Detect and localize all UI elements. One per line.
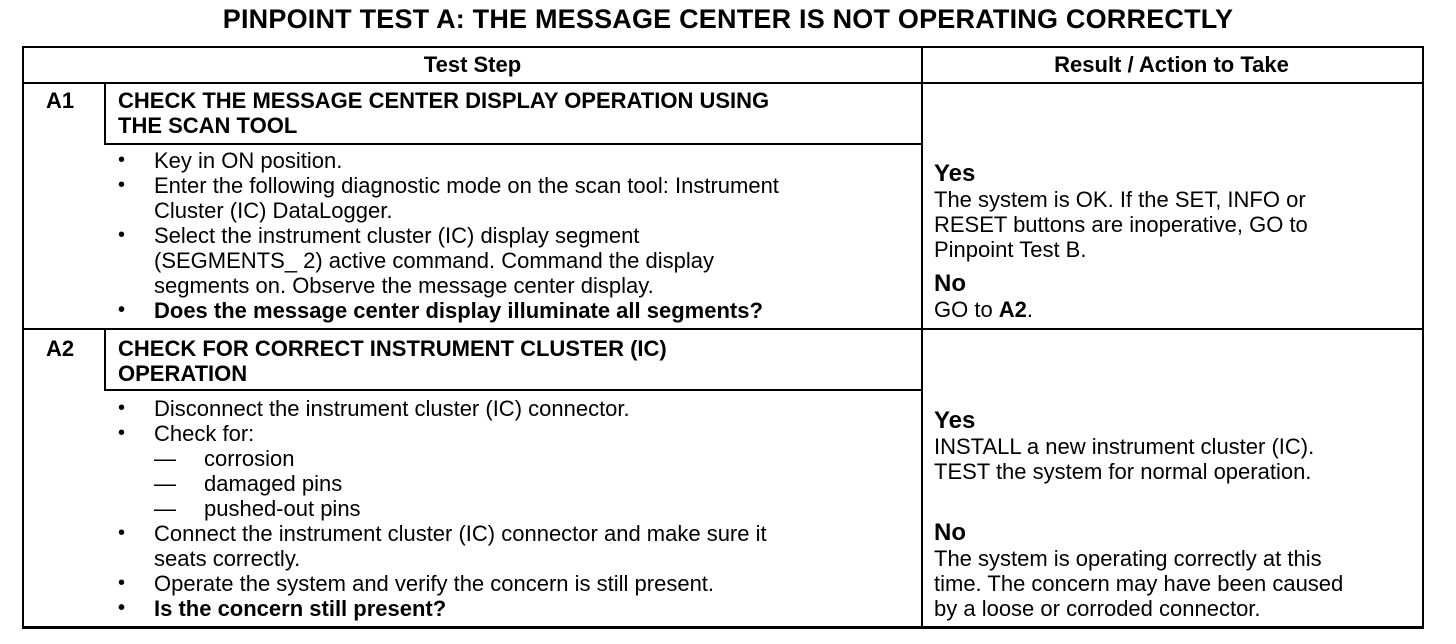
list-item: • Enter the following diagnostic mode on the scan tool: Instrument bbox=[118, 173, 779, 198]
row-divider-a2 bbox=[22, 328, 1422, 330]
list-item-question: • Does the message center display illuminate all segments? bbox=[118, 298, 763, 323]
a2-title-divider bbox=[104, 389, 921, 391]
header-test-step: Test Step bbox=[423, 52, 522, 77]
yes-label-a1: Yes bbox=[934, 160, 976, 187]
step-title-a2-line2: OPERATION bbox=[118, 361, 248, 386]
bullet-icon: • bbox=[118, 224, 126, 246]
step-title-a2-line1: CHECK FOR CORRECT INSTRUMENT CLUSTER (IC) bbox=[118, 336, 667, 361]
yes-text-a2-line1: INSTALL a new instrument cluster (IC). bbox=[934, 434, 1315, 459]
table-bottom-rule bbox=[22, 626, 1424, 629]
a2-id-divider bbox=[104, 328, 106, 390]
bullet-icon: • bbox=[118, 149, 126, 171]
list-item: (SEGMENTS_ 2) active command. Command the display bbox=[154, 248, 714, 273]
list-item: seats correctly. bbox=[154, 546, 301, 571]
step-id-a2: A2 bbox=[46, 336, 75, 361]
bullet-icon: • bbox=[118, 572, 126, 594]
no-text-a2-line1: The system is operating correctly at this bbox=[934, 546, 1322, 571]
dash-icon: — bbox=[154, 446, 176, 471]
bullet-icon: • bbox=[118, 397, 126, 419]
yes-text-a1-line3: Pinpoint Test B. bbox=[934, 237, 1087, 262]
list-item: • Operate the system and verify the concern is still present. bbox=[118, 571, 715, 596]
list-subitem: — damaged pins bbox=[154, 471, 343, 496]
yes-text-a1-line1: The system is OK. If the SET, INFO or bbox=[934, 187, 1306, 212]
bullet-icon: • bbox=[118, 522, 126, 544]
yes-text-a1-line2: RESET buttons are inoperative, GO to bbox=[934, 212, 1308, 237]
list-subitem: — pushed-out pins bbox=[154, 496, 361, 521]
list-item-question: • Is the concern still present? bbox=[118, 596, 447, 621]
no-label-a1: No bbox=[934, 270, 966, 297]
list-item: • Key in ON position. bbox=[118, 148, 343, 173]
dash-icon: — bbox=[154, 496, 176, 521]
step-list-a1 bbox=[116, 148, 916, 323]
dash-icon: — bbox=[154, 471, 176, 496]
list-item: • Connect the instrument cluster (IC) connector and make sure it bbox=[118, 521, 767, 546]
step-title-a1-line1: CHECK THE MESSAGE CENTER DISPLAY OPERATION USING bbox=[118, 88, 770, 113]
bullet-icon: • bbox=[118, 299, 126, 321]
step-id-a1: A1 bbox=[46, 88, 75, 113]
list-item: • Check for: bbox=[118, 421, 255, 446]
header-divider bbox=[22, 82, 1422, 84]
no-text-a2-line3: by a loose or corroded connector. bbox=[934, 596, 1261, 621]
result-a1 bbox=[934, 160, 1418, 322]
yes-text-a2-line2: TEST the system for normal operation. bbox=[934, 459, 1312, 484]
column-divider bbox=[921, 46, 923, 626]
a1-title-divider bbox=[104, 143, 921, 145]
step-list-a2 bbox=[116, 396, 916, 621]
list-item: segments on. Observe the message center display. bbox=[154, 273, 654, 298]
yes-label-a2: Yes bbox=[934, 407, 976, 434]
no-label-a2: No bbox=[934, 519, 966, 546]
step-title-a1-line2: THE SCAN TOOL bbox=[118, 113, 298, 138]
list-subitem: — corrosion bbox=[154, 446, 295, 471]
page-title: PINPOINT TEST A: THE MESSAGE CENTER IS NOT OPERATING CORRECTLY bbox=[222, 4, 1234, 34]
step-title-a1 bbox=[118, 88, 769, 138]
list-item: • Select the instrument cluster (IC) display segment bbox=[118, 223, 640, 248]
a1-id-divider bbox=[104, 82, 106, 144]
no-text-a2-line2: time. The concern may have been caused bbox=[934, 571, 1344, 596]
bullet-icon: • bbox=[118, 422, 126, 444]
step-title-a2 bbox=[118, 336, 667, 386]
no-text-a1: GO to A2. bbox=[934, 297, 1034, 322]
list-item: • Disconnect the instrument cluster (IC) connector. bbox=[118, 396, 630, 421]
list-item: Cluster (IC) DataLogger. bbox=[154, 198, 393, 223]
goto-a2-link[interactable]: A2 bbox=[998, 297, 1027, 322]
bullet-icon: • bbox=[118, 174, 126, 196]
result-a2 bbox=[934, 407, 1418, 621]
bullet-icon: • bbox=[118, 597, 126, 619]
header-result: Result / Action to Take bbox=[1054, 52, 1289, 77]
